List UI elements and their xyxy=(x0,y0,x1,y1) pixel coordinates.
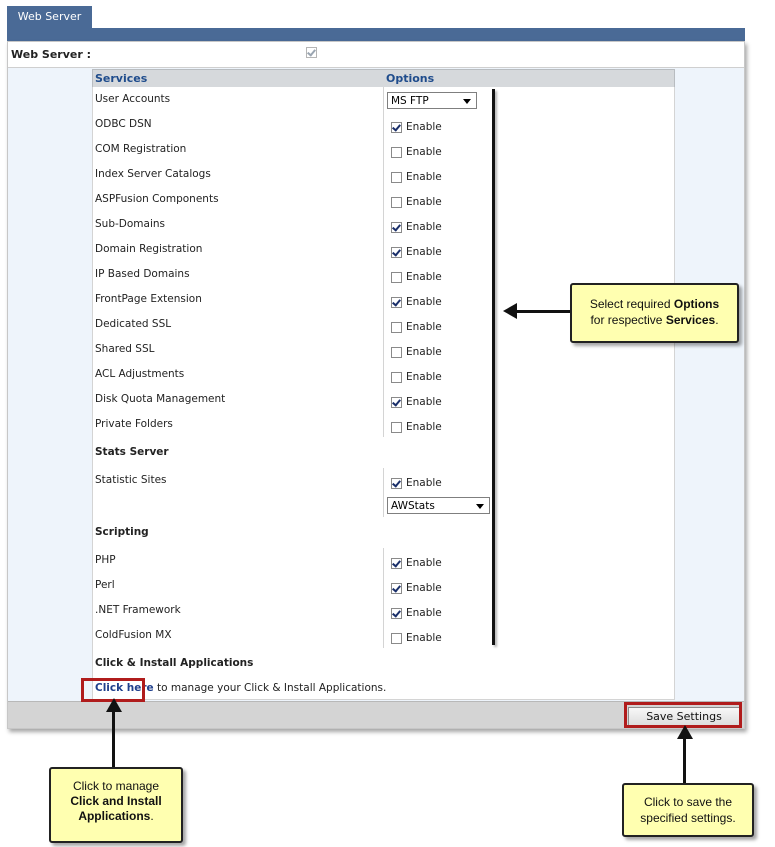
column-divider xyxy=(383,162,384,187)
enable-label: Enable xyxy=(406,245,442,258)
enable-checkbox[interactable] xyxy=(391,478,402,489)
column-divider xyxy=(383,237,384,262)
column-divider xyxy=(383,287,384,312)
column-divider xyxy=(383,412,384,437)
service-label: Dedicated SSL xyxy=(95,317,172,330)
table-header xyxy=(92,69,675,88)
chevron-down-icon xyxy=(476,504,484,509)
web-server-label: Web Server : xyxy=(11,48,91,61)
table-row xyxy=(92,362,675,388)
enable-checkbox[interactable] xyxy=(391,397,402,408)
enable-checkbox[interactable] xyxy=(391,147,402,158)
section-header-row xyxy=(92,648,675,680)
table-row xyxy=(92,548,675,574)
options-column-header: Options xyxy=(386,72,435,85)
column-divider xyxy=(383,548,384,573)
enable-label: Enable xyxy=(406,476,442,489)
column-divider xyxy=(383,468,384,493)
table-row xyxy=(92,212,675,238)
service-label: ACL Adjustments xyxy=(95,367,185,380)
service-label: Disk Quota Management xyxy=(95,392,226,405)
service-label: Domain Registration xyxy=(95,242,203,255)
options-callout-text-2: for respective xyxy=(590,313,666,327)
manage-callout-text-2: . xyxy=(150,809,154,823)
options-callout-bold-2: Services xyxy=(665,313,716,327)
service-label: .NET Framework xyxy=(95,603,181,616)
enable-label: Enable xyxy=(406,556,442,569)
enable-label: Enable xyxy=(406,145,442,158)
service-label: Sub-Domains xyxy=(95,217,165,230)
column-divider xyxy=(383,598,384,623)
table-row xyxy=(92,598,675,624)
save-callout xyxy=(622,783,754,837)
table-row xyxy=(92,412,675,438)
manage-arrow-line xyxy=(112,710,115,768)
column-divider xyxy=(383,337,384,362)
enable-checkbox[interactable] xyxy=(391,608,402,619)
manage-callout-bold: Click and Install Applications xyxy=(70,794,162,823)
enable-checkbox[interactable] xyxy=(391,583,402,594)
table-row xyxy=(92,493,675,518)
option-select-value: AWStats xyxy=(391,500,435,512)
enable-checkbox[interactable] xyxy=(391,633,402,644)
enable-checkbox[interactable] xyxy=(391,558,402,569)
enable-label: Enable xyxy=(406,195,442,208)
table-row xyxy=(92,573,675,599)
web-server-row xyxy=(8,42,744,68)
enable-label: Enable xyxy=(406,395,442,408)
enable-checkbox[interactable] xyxy=(391,122,402,133)
column-divider xyxy=(383,573,384,598)
enable-label: Enable xyxy=(406,345,442,358)
enable-label: Enable xyxy=(406,581,442,594)
service-label: ODBC DSN xyxy=(95,117,152,130)
web-server-checkbox[interactable] xyxy=(306,47,317,58)
save-callout-text-2: specified settings. xyxy=(640,811,736,825)
services-column-header: Services xyxy=(95,72,148,85)
table-row xyxy=(92,623,675,649)
tab-bar xyxy=(7,28,745,41)
option-select[interactable] xyxy=(387,497,490,514)
service-label: COM Registration xyxy=(95,142,187,155)
save-settings-button[interactable]: Save Settings xyxy=(628,707,740,727)
options-bracket-line xyxy=(492,89,495,645)
column-divider xyxy=(383,187,384,212)
column-divider xyxy=(383,112,384,137)
service-label: Statistic Sites xyxy=(95,473,167,486)
column-divider xyxy=(383,312,384,337)
option-select[interactable] xyxy=(387,92,477,109)
table-row xyxy=(92,137,675,163)
options-arrow-line xyxy=(512,310,570,313)
enable-label: Enable xyxy=(406,220,442,233)
enable-checkbox[interactable] xyxy=(391,322,402,333)
enable-checkbox[interactable] xyxy=(391,222,402,233)
enable-checkbox[interactable] xyxy=(391,372,402,383)
web-server-panel xyxy=(7,41,745,729)
save-arrow-line xyxy=(683,737,686,783)
enable-label: Enable xyxy=(406,606,442,619)
manage-callout xyxy=(49,767,183,843)
table-row xyxy=(92,187,675,213)
enable-checkbox[interactable] xyxy=(391,247,402,258)
save-callout-text-1: Click to save the xyxy=(643,795,733,809)
service-label: Shared SSL xyxy=(95,342,155,355)
section-header-row xyxy=(92,437,675,469)
enable-label: Enable xyxy=(406,631,442,644)
enable-checkbox[interactable] xyxy=(391,272,402,283)
column-divider xyxy=(383,493,384,517)
column-divider xyxy=(383,87,384,112)
manage-callout-text-1: Click to manage xyxy=(72,779,160,793)
enable-label: Enable xyxy=(406,270,442,283)
enable-label: Enable xyxy=(406,370,442,383)
enable-checkbox[interactable] xyxy=(391,347,402,358)
service-label: FrontPage Extension xyxy=(95,292,202,305)
table-row xyxy=(92,387,675,413)
options-callout-text-3: . xyxy=(715,313,719,327)
section-title: Stats Server xyxy=(95,445,169,458)
enable-label: Enable xyxy=(406,170,442,183)
service-label: Private Folders xyxy=(95,417,173,430)
column-divider xyxy=(383,362,384,387)
enable-label: Enable xyxy=(406,295,442,308)
column-divider xyxy=(383,623,384,648)
section-header-row xyxy=(92,517,675,549)
section-title: Scripting xyxy=(95,525,149,538)
table-row xyxy=(92,162,675,188)
service-label: PHP xyxy=(95,553,116,566)
click-here-link[interactable]: Click here xyxy=(95,682,154,694)
enable-label: Enable xyxy=(406,320,442,333)
options-callout-text-1: Select required xyxy=(589,297,674,311)
column-divider xyxy=(383,212,384,237)
table-row xyxy=(92,87,675,113)
section-title: Click & Install Applications xyxy=(95,656,254,669)
chevron-down-icon xyxy=(463,99,471,104)
option-select-value: MS FTP xyxy=(391,94,429,107)
table-row xyxy=(92,468,675,494)
table-row xyxy=(92,237,675,263)
enable-label: Enable xyxy=(406,420,442,433)
install-description: to manage your Click & Install Applications. xyxy=(153,682,387,694)
enable-checkbox[interactable] xyxy=(391,172,402,183)
enable-checkbox[interactable] xyxy=(391,197,402,208)
tab-web-server[interactable]: Web Server xyxy=(7,6,92,28)
column-divider xyxy=(383,262,384,287)
options-callout-bold-1: Options xyxy=(673,297,720,311)
service-label: Index Server Catalogs xyxy=(95,167,211,180)
service-label: ASPFusion Components xyxy=(95,192,219,205)
column-divider xyxy=(383,137,384,162)
enable-label: Enable xyxy=(406,120,442,133)
service-label: Perl xyxy=(95,578,115,591)
options-callout xyxy=(570,283,739,343)
table-row xyxy=(92,112,675,138)
options-arrow-head-icon xyxy=(503,303,517,319)
service-label: ColdFusion MX xyxy=(95,628,172,641)
service-label: User Accounts xyxy=(95,92,171,105)
column-divider xyxy=(383,387,384,412)
install-link-row xyxy=(92,679,675,700)
enable-checkbox[interactable] xyxy=(391,422,402,433)
service-label: IP Based Domains xyxy=(95,267,190,280)
enable-checkbox[interactable] xyxy=(391,297,402,308)
